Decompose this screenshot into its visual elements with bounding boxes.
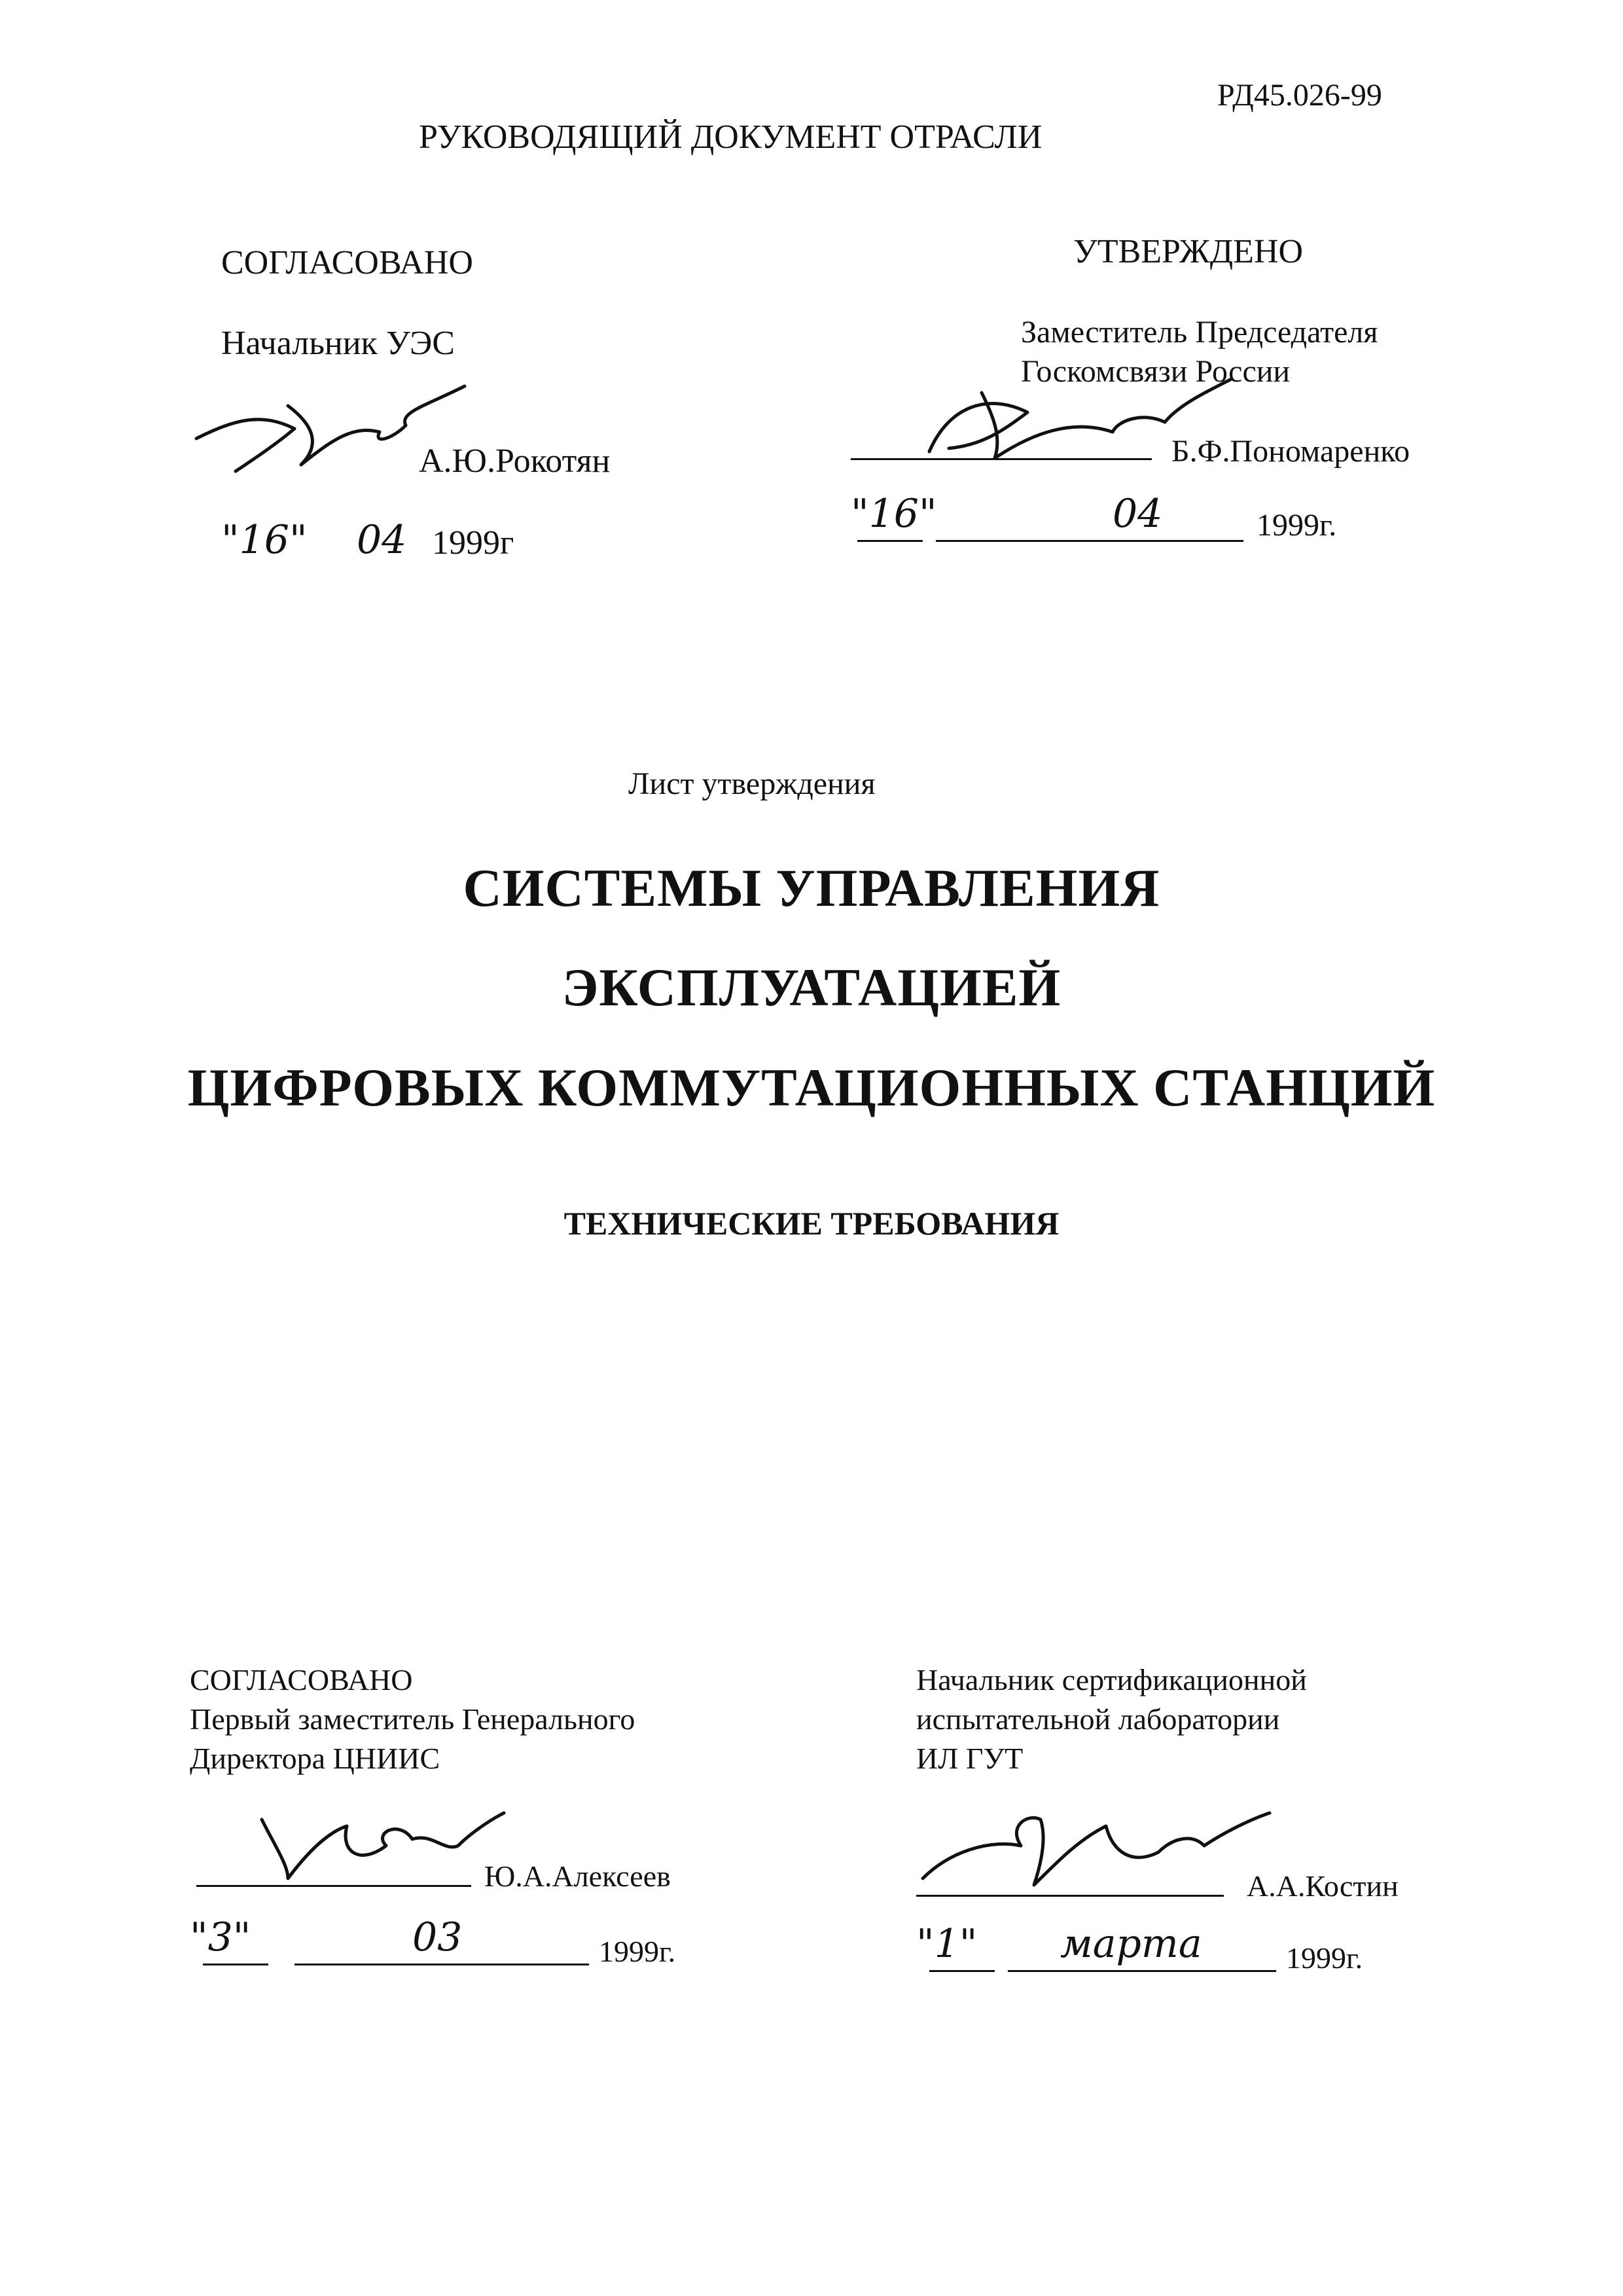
approval-heading: УТВЕРЖДЕНО	[1073, 233, 1304, 270]
date-month: 04	[1113, 491, 1163, 537]
page-title-line3: ЦИФРОВЫХ КОММУТАЦИОННЫХ СТАНЦИЙ	[187, 1058, 1436, 1117]
signatory-name: Ю.А.Алексеев	[484, 1859, 671, 1893]
approval-heading: СОГЛАСОВАНО	[190, 1663, 413, 1696]
sheet-label: Лист утверждения	[628, 766, 876, 801]
date-day: "3"	[190, 1914, 251, 1960]
date-month: марта	[1060, 1921, 1202, 1967]
signatory-name: Б.Ф.Пономаренко	[1171, 434, 1410, 469]
page-title-line2: ЭКСПЛУАТАЦИЕЙ	[562, 958, 1061, 1017]
approval-position-line3: ИЛ ГУТ	[916, 1742, 1024, 1775]
signature-line	[916, 1895, 1224, 1897]
approval-position-line1: Заместитель Председателя	[1021, 315, 1378, 350]
approval-position-line2: Директора ЦНИИС	[190, 1742, 440, 1775]
date-year: 1999г.	[1286, 1941, 1363, 1975]
signatory-name: А.Ю.Рокотян	[419, 442, 611, 480]
signature-alekseev	[249, 1806, 510, 1892]
date-day: "1"	[916, 1921, 978, 1967]
signatory-name: А.А.Костин	[1247, 1869, 1399, 1903]
document-type: РУКОВОДЯЩИЙ ДОКУМЕНТ ОТРАСЛИ	[419, 118, 1043, 156]
date-month-line	[936, 540, 1243, 542]
page-title-line1: СИСТЕМЫ УПРАВЛЕНИЯ	[463, 858, 1160, 918]
date-day-line	[857, 540, 923, 542]
approval-position-line1: Начальник сертификационной	[916, 1663, 1307, 1696]
approval-position: Начальник УЭС	[221, 325, 455, 362]
signature-kostin	[910, 1800, 1276, 1898]
approval-heading: СОГЛАСОВАНО	[221, 244, 473, 281]
approval-position-line2: Госкомсвязи России	[1021, 354, 1291, 389]
date-day: "16"	[851, 491, 937, 537]
approval-position-line1: Первый заместитель Генерального	[190, 1702, 635, 1736]
date-year: 1999г	[432, 524, 514, 562]
signature-line	[851, 458, 1152, 460]
date-month: 03	[412, 1914, 463, 1960]
date-year: 1999г.	[1257, 508, 1337, 543]
date-day-line	[929, 1970, 995, 1972]
date-day-line	[203, 1964, 268, 1965]
signature-line	[196, 1885, 471, 1887]
document-code: РД45.026-99	[1217, 78, 1382, 113]
date-month-line	[294, 1964, 589, 1965]
date-month-line	[1008, 1970, 1276, 1972]
date-month: 04	[357, 517, 407, 563]
approval-position-line2: испытательной лаборатории	[916, 1702, 1280, 1736]
date-day: "16"	[221, 517, 308, 563]
page-subtitle: ТЕХНИЧЕСКИЕ ТРЕБОВАНИЯ	[563, 1205, 1060, 1242]
date-year: 1999г.	[599, 1935, 676, 1968]
